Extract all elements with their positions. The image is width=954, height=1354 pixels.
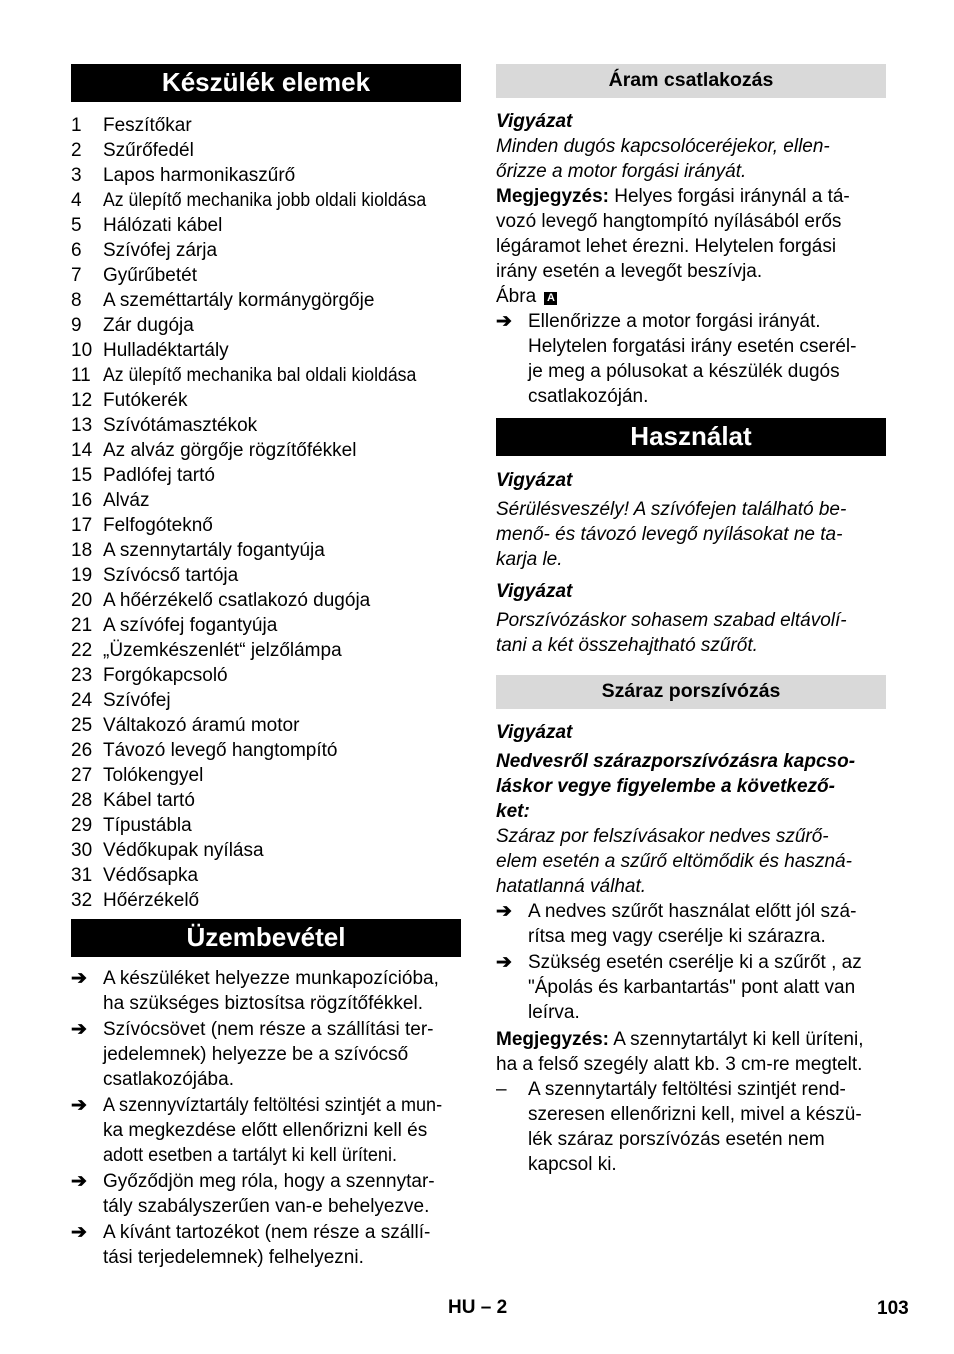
dry-warning-line: ket: [496,801,530,822]
dry-note [496,1027,886,1077]
startup-step-line: adott esetben a tartályt ki kell üríteni. [103,1145,397,1166]
part-item [71,213,461,238]
part-number: 4 [71,190,82,211]
part-label-text: Hulladéktartály [103,340,229,361]
use-caution-1-label: Vigyázat [496,470,573,491]
part-item [71,463,461,488]
part-number: 17 [71,515,93,536]
dash-bullet: – [496,1079,507,1100]
figure-ref [496,284,886,309]
use-heading: Használat [496,418,886,456]
part-label [103,788,461,813]
part-label [103,588,461,613]
startup-step-text [103,1093,461,1168]
use-caution-1-line: karja le. [496,549,563,570]
part-number: 23 [71,665,93,686]
dry-step-line: rítsa meg vagy cserélje ki szárazra. [528,926,826,947]
startup-step-line: A kívánt tartozékot (nem része a szállí- [103,1222,431,1243]
part-item [71,663,461,688]
dry-note-rest [496,1052,886,1077]
part-label-text: Távozó levegő hangtompító [103,740,338,761]
power-note [496,184,886,284]
part-label-text: Alváz [103,490,150,511]
part-label [103,738,461,763]
startup-step-line: Szívócsövet (nem része a szállítási ter- [103,1019,434,1040]
part-number: 25 [71,715,93,736]
startup-step [71,1169,461,1219]
dry-steps [496,899,886,1025]
dry-warning-line: láskor vegye figyelembe a következő- [496,776,835,797]
part-number: 12 [71,390,93,411]
startup-step [71,1220,461,1270]
arrow-right-icon: ➔ [71,1095,87,1116]
dry-note-line: A szennytartályt ki kell üríteni, [608,1029,864,1050]
startup-step-line: ka megkezdése előtt ellenőrizni kell és [103,1120,428,1141]
arrow-right-icon: ➔ [71,1222,87,1243]
dry-dash-line: kapcsol ki. [528,1154,617,1175]
part-item [71,813,461,838]
parts-list [71,113,461,913]
startup-step-line: tási terjedelemnek) felhelyezni. [103,1247,364,1268]
startup-step [71,966,461,1016]
parts-heading: Készülék elemek [71,64,461,102]
part-label [103,188,461,213]
part-item [71,738,461,763]
part-label-text: Padlófej tartó [103,465,215,486]
part-number: 20 [71,590,93,611]
arrow-right-icon: ➔ [496,901,512,922]
power-caution-line: őrizze a motor forgási irányát. [496,161,747,182]
power-note-line: vozó levegő hangtompító nyílásából erős [496,211,842,232]
part-item [71,538,461,563]
power-caution-text [496,134,886,184]
part-label [103,463,461,488]
part-label [103,688,461,713]
part-label [103,838,461,863]
part-label [103,888,461,913]
dry-heading: Száraz porszívózás [496,675,886,709]
part-number: 29 [71,815,93,836]
power-heading: Áram csatlakozás [496,64,886,98]
part-number: 28 [71,790,93,811]
part-number: 27 [71,765,93,786]
part-item [71,313,461,338]
power-step-line: Ellenőrizze a motor forgási irányát. [528,311,821,332]
dry-step-text [528,899,886,949]
startup-step-text [103,966,461,1016]
part-item [71,713,461,738]
part-label [103,413,461,438]
part-label-text: Tolókengyel [103,765,204,786]
part-item [71,838,461,863]
use-caution-2-line: Porszívózáskor sohasem szabad eltávolí- [496,610,847,631]
page-number: 103 [877,1298,909,1319]
power-caution-label: Vigyázat [496,111,573,132]
part-number: 1 [71,115,82,136]
part-label-text: A szívófej fogantyúja [103,615,278,636]
arrow-right-icon: ➔ [71,1171,87,1192]
dry-caution-line: elem esetén a szűrő eltömődik és haszná- [496,851,852,872]
part-number: 15 [71,465,93,486]
arrow-right-icon: ➔ [71,1019,87,1040]
startup-step-text [103,1169,461,1219]
part-label [103,338,461,363]
part-number: 22 [71,640,93,661]
part-label [103,163,461,188]
part-label [103,663,461,688]
part-item [71,588,461,613]
right-column [496,64,886,1177]
part-number: 2 [71,140,82,161]
arrow-right-icon: ➔ [496,952,512,973]
power-note-rest [496,209,886,284]
part-label [103,513,461,538]
part-label [103,813,461,838]
part-item [71,163,461,188]
power-note-line: Helyes forgási iránynál a tá- [608,186,850,207]
startup-step-line: tály szabályszerűen van-e behelyezve. [103,1196,430,1217]
dry-step [496,950,886,1025]
startup-step-text [103,1220,461,1270]
startup-step-text [103,1017,461,1092]
part-label [103,113,461,138]
power-step-line: je meg a pólusokat a készülék dugós [528,361,840,382]
part-number: 18 [71,540,93,561]
dry-warning [496,749,886,824]
dry-dash-line: A szennytartály feltöltési szintjét rend- [528,1079,846,1100]
part-label [103,363,461,388]
part-label-text: A szennytartály fogantyúja [103,540,325,561]
dry-step-line: "Ápolás és karbantartás" pont alatt van [528,977,856,998]
part-item [71,188,461,213]
part-number: 30 [71,840,93,861]
dry-caution-text [496,824,886,899]
part-item [71,513,461,538]
part-item [71,413,461,438]
part-label-text: A hőérzékelő csatlakozó dugója [103,590,371,611]
part-item [71,263,461,288]
part-item [71,138,461,163]
startup-step-line: ha szükséges biztosítsa rögzítőfékkel. [103,993,423,1014]
part-label [103,138,461,163]
part-item [71,288,461,313]
startup-step-line: jedelemnek) helyezze be a szívócső [103,1044,409,1065]
power-step [496,309,886,409]
startup-step-line: Győződjön meg róla, hogy a szennytar- [103,1171,435,1192]
part-number: 5 [71,215,82,236]
part-label-text: Szívófej zárja [103,240,218,261]
startup-step [71,1017,461,1092]
part-label [103,313,461,338]
part-number: 3 [71,165,82,186]
startup-step-line: A készüléket helyezze munkapozícióba, [103,968,439,989]
part-label-text: Forgókapcsoló [103,665,228,686]
power-caution-line: Minden dugós kapcsolóceréjekor, ellen- [496,136,830,157]
dry-caution-line: hatatlanná válhat. [496,876,647,897]
part-label [103,538,461,563]
dry-step-line: Szükség esetén cserélje ki a szűrőt , az [528,952,862,973]
startup-step-line: csatlakozójába. [103,1069,234,1090]
startup-step [71,1093,461,1168]
part-item [71,563,461,588]
part-label-text: Kábel tartó [103,790,195,811]
part-label-text: Védősapka [103,865,199,886]
part-label-text: Feszítőkar [103,115,192,136]
part-item [71,388,461,413]
part-label-text: Szűrőfedél [103,140,194,161]
part-number: 6 [71,240,82,261]
part-number: 19 [71,565,93,586]
part-label-text: Az ülepítő mechanika bal oldali kioldása [103,365,417,386]
part-label [103,613,461,638]
dry-dash-line: lék száraz porszívózás esetén nem [528,1129,825,1150]
startup-heading: Üzembevétel [71,919,461,957]
part-number: 31 [71,865,93,886]
dry-note-line: ha a felső szegély alatt kb. 3 cm-re megtelt. [496,1054,863,1075]
use-caution-1-text [496,497,886,572]
part-number: 9 [71,315,82,336]
part-item [71,788,461,813]
part-label-text: Lapos harmonikaszűrő [103,165,296,186]
part-label-text: Hálózati kábel [103,215,223,236]
part-label-text: Szívófej [103,690,171,711]
part-number: 10 [71,340,93,361]
part-label-text: A szeméttartály kormánygörgője [103,290,375,311]
part-number: 13 [71,415,93,436]
part-number: 16 [71,490,93,511]
part-number: 21 [71,615,93,636]
part-item [71,863,461,888]
dry-warning-line: Nedvesről szárazporszívózásra kapcso- [496,751,856,772]
dry-dash-line: szeresen ellenőrizni kell, mivel a készü- [528,1104,862,1125]
part-item [71,488,461,513]
part-number: 32 [71,890,93,911]
use-caution-1-line: menő- és távozó levegő nyílásokat ne ta- [496,524,843,545]
part-number: 14 [71,440,93,461]
part-label [103,238,461,263]
power-step-line: csatlakozóján. [528,386,649,407]
part-number: 24 [71,690,93,711]
part-label-text: Szívócső tartója [103,565,239,586]
part-label [103,213,461,238]
dry-caution-line: Száraz por felszívásakor nedves szűrő- [496,826,829,847]
part-item [71,688,461,713]
note-label-2: Megjegyzés: [496,1029,609,1050]
dry-step-text [528,950,886,1025]
part-label [103,763,461,788]
part-label-text: Az ülepítő mechanika jobb oldali kioldása [103,190,427,211]
part-label [103,713,461,738]
part-label [103,863,461,888]
part-label [103,388,461,413]
part-item [71,888,461,913]
use-caution-2-line: tani a két összehajtható szűrőt. [496,635,758,656]
part-item [71,363,461,388]
arrow-right-icon: ➔ [496,311,512,332]
part-label-text: Típustábla [103,815,192,836]
part-label-text: Zár dugója [103,315,194,336]
part-number: 26 [71,740,93,761]
part-label [103,488,461,513]
part-label-text: Hőérzékelő [103,890,200,911]
use-caution-2-label: Vigyázat [496,581,573,602]
part-label-text: Gyűrűbetét [103,265,197,286]
figure-label: Ábra [496,286,537,307]
part-number: 8 [71,290,82,311]
part-item [71,638,461,663]
part-label-text: Az alváz görgője rögzítőfékkel [103,440,357,461]
part-label [103,438,461,463]
part-label-text: „Üzemkészenlét“ jelzőlámpa [103,640,342,661]
part-label-text: Futókerék [103,390,188,411]
power-note-line: irány esetén a levegőt beszívja. [496,261,763,282]
part-item [71,238,461,263]
use-caution-1-line: Sérülésveszély! A szívófejen található be- [496,499,847,520]
part-number: 7 [71,265,82,286]
power-step-line: Helytelen forgatási irány esetén cserél- [528,336,857,357]
part-label-text: Szívótámasztékok [103,415,258,436]
dry-caution-label: Vigyázat [496,722,573,743]
part-label [103,263,461,288]
dry-step-line: leírva. [528,1002,580,1023]
part-number: 11 [71,365,91,386]
footer-section: HU – 2 [448,1297,508,1318]
dry-dash-item [496,1077,886,1177]
dry-step [496,899,886,949]
part-item [71,338,461,363]
part-label-text: Felfogóteknő [103,515,213,536]
part-label-text: Váltakozó áramú motor [103,715,300,736]
startup-step-line: A szennyvíztartály feltöltési szintjét a mun- [103,1095,443,1116]
power-step-text [528,309,886,409]
part-item [71,613,461,638]
part-label [103,563,461,588]
figure-a-icon: A [544,292,557,305]
power-note-line: légáramot lehet érezni. Helytelen forgási [496,236,837,257]
part-label [103,288,461,313]
part-item [71,113,461,138]
part-item [71,763,461,788]
arrow-right-icon: ➔ [71,968,87,989]
startup-steps [71,966,461,1270]
dry-dash-text [528,1077,886,1177]
note-label: Megjegyzés: [496,186,609,207]
use-caution-2-text [496,608,886,658]
part-label [103,638,461,663]
part-label-text: Védőkupak nyílása [103,840,264,861]
left-column [71,64,461,1271]
part-item [71,438,461,463]
dry-step-line: A nedves szűrőt használat előtt jól szá- [528,901,857,922]
